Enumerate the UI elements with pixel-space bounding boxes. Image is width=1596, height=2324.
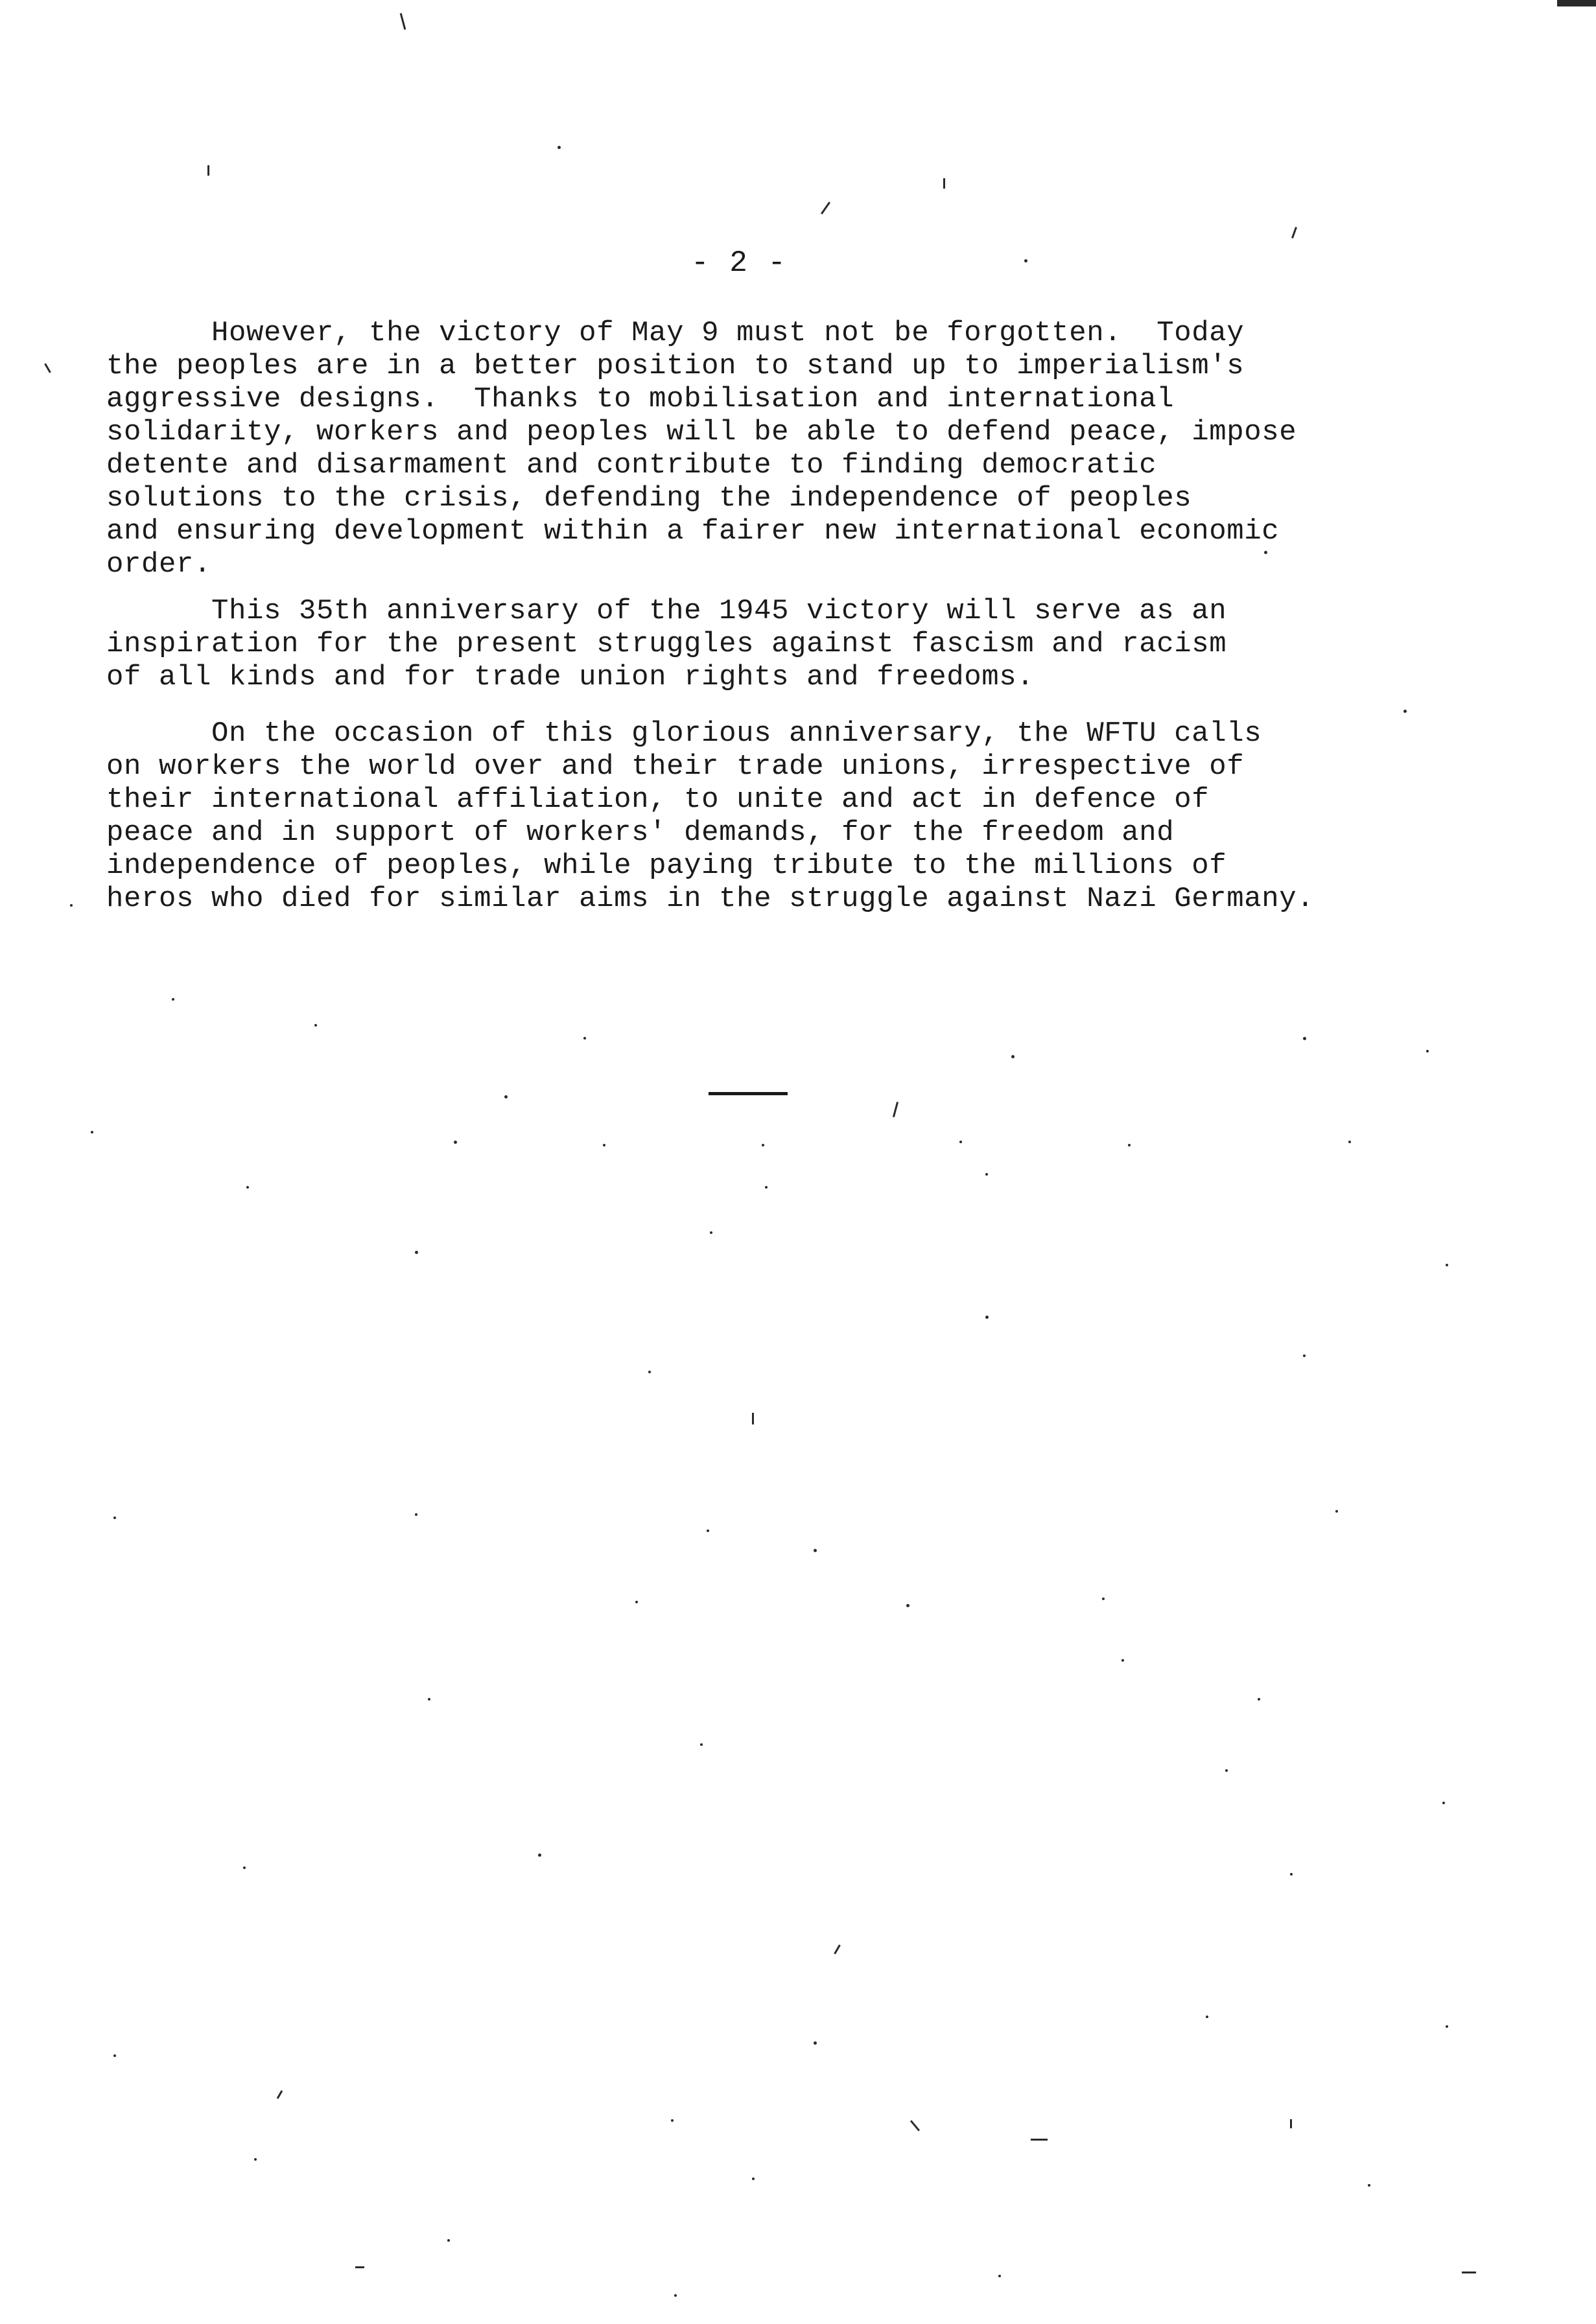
text-line: and ensuring development within a fairer new international economic xyxy=(106,515,1280,548)
scan-speck xyxy=(959,1141,962,1143)
scan-speck xyxy=(172,998,174,1001)
scan-speck xyxy=(998,2275,1001,2277)
scan-mark xyxy=(752,1413,754,1424)
scan-speck xyxy=(1403,710,1407,713)
scan-speck xyxy=(1102,1598,1105,1600)
scan-mark xyxy=(1031,2139,1048,2141)
scan-speck xyxy=(415,1513,417,1516)
scan-speck xyxy=(504,1095,508,1098)
scan-speck xyxy=(428,1698,430,1701)
scan-mark xyxy=(821,202,830,215)
scan-speck xyxy=(674,2294,677,2297)
scan-corner-mark xyxy=(1557,0,1596,6)
scan-speck xyxy=(671,2119,674,2122)
scan-speck xyxy=(1290,1873,1293,1876)
text-line: detente and disarmament and contribute to finding democratic xyxy=(106,449,1157,482)
scan-speck xyxy=(1335,1510,1338,1513)
scan-mark xyxy=(910,2120,920,2131)
scan-speck xyxy=(1303,1037,1306,1040)
scan-speck xyxy=(583,1037,586,1040)
scan-speck xyxy=(985,1316,989,1319)
scan-mark xyxy=(400,13,406,30)
scan-speck xyxy=(1446,1264,1448,1266)
scan-speck xyxy=(1206,2016,1208,2018)
scan-speck xyxy=(1225,1769,1228,1772)
scan-speck xyxy=(814,1549,817,1552)
section-divider xyxy=(709,1092,788,1095)
scan-speck xyxy=(635,1601,638,1603)
scan-speck xyxy=(1011,1055,1015,1058)
text-line: inspiration for the present struggles against fascism and racism xyxy=(106,628,1227,660)
text-line: solutions to the crisis, defending the independence of peoples xyxy=(106,482,1192,515)
scan-speck xyxy=(1258,1698,1260,1701)
scan-speck xyxy=(538,1853,541,1857)
scan-speck xyxy=(113,1516,116,1519)
scan-speck xyxy=(447,2239,450,2242)
scan-speck xyxy=(1368,2184,1370,2187)
text-line: On the occasion of this glorious anniversary, the WFTU calls xyxy=(106,717,1262,750)
scan-speck xyxy=(1121,1659,1124,1662)
scan-mark xyxy=(355,2266,364,2268)
text-line: their international affiliation, to unite and act in defence of xyxy=(106,784,1210,816)
scan-speck xyxy=(454,1141,457,1144)
paragraph-35th-anniversary xyxy=(106,595,1500,694)
text-line: peace and in support of workers' demands, for the freedom and xyxy=(106,817,1175,849)
scan-speck xyxy=(985,1173,988,1176)
scan-mark xyxy=(277,2090,283,2099)
scan-speck xyxy=(246,1186,249,1189)
scan-speck xyxy=(415,1251,418,1254)
page-number: - 2 - xyxy=(690,246,788,280)
scan-speck xyxy=(1442,1802,1445,1804)
scan-speck xyxy=(1303,1354,1306,1357)
scan-speck xyxy=(762,1144,764,1146)
scan-speck xyxy=(906,1604,909,1607)
scan-speck xyxy=(710,1231,712,1234)
scan-speck xyxy=(91,1131,93,1133)
scan-speck xyxy=(1128,1144,1131,1146)
scan-speck xyxy=(113,2054,116,2057)
scan-speck xyxy=(603,1144,605,1146)
text-line: the peoples are in a better position to stand up to imperialism's xyxy=(106,350,1245,382)
scan-speck xyxy=(1024,259,1027,262)
text-line: of all kinds and for trade union rights and freedoms. xyxy=(106,661,1035,693)
paragraph-wftu-call xyxy=(106,717,1500,916)
scan-speck xyxy=(1348,1141,1351,1143)
scan-speck xyxy=(1426,1050,1429,1052)
scan-speck xyxy=(707,1529,709,1532)
scan-speck xyxy=(700,1743,703,1746)
scan-mark xyxy=(893,1102,898,1117)
scan-speck xyxy=(648,1371,651,1373)
text-line: This 35th anniversary of the 1945 victory will serve as an xyxy=(106,595,1227,627)
scan-speck xyxy=(1446,2025,1448,2028)
text-line: on workers the world over and their trade unions, irrespective of xyxy=(106,750,1245,783)
scan-speck xyxy=(254,2158,257,2161)
scan-speck xyxy=(314,1024,317,1027)
scan-mark xyxy=(943,178,945,189)
text-line: However, the victory of May 9 must not be forgotten. Today xyxy=(106,317,1245,349)
text-line: solidarity, workers and peoples will be able to defend peace, impose xyxy=(106,416,1297,448)
text-line: independence of peoples, while paying tribute to the millions of xyxy=(106,850,1227,882)
scan-mark xyxy=(207,165,209,176)
scan-mark xyxy=(44,363,51,373)
scan-speck xyxy=(70,904,73,907)
scan-mark xyxy=(1291,227,1297,238)
scan-speck xyxy=(557,146,561,149)
scan-mark xyxy=(834,1944,841,1954)
text-line: order. xyxy=(106,548,212,581)
scan-speck xyxy=(752,2178,755,2180)
scan-speck xyxy=(765,1186,768,1189)
scan-speck xyxy=(243,1866,246,1869)
scan-mark xyxy=(1290,2119,1292,2128)
paragraph-victory-may-9 xyxy=(106,317,1500,581)
text-line: aggressive designs. Thanks to mobilisation and international xyxy=(106,383,1175,415)
text-line: heros who died for similar aims in the struggle against Nazi Germany. xyxy=(106,883,1315,915)
scan-speck xyxy=(1264,551,1267,554)
scan-mark xyxy=(1462,2272,1476,2273)
scan-speck xyxy=(814,2041,817,2045)
